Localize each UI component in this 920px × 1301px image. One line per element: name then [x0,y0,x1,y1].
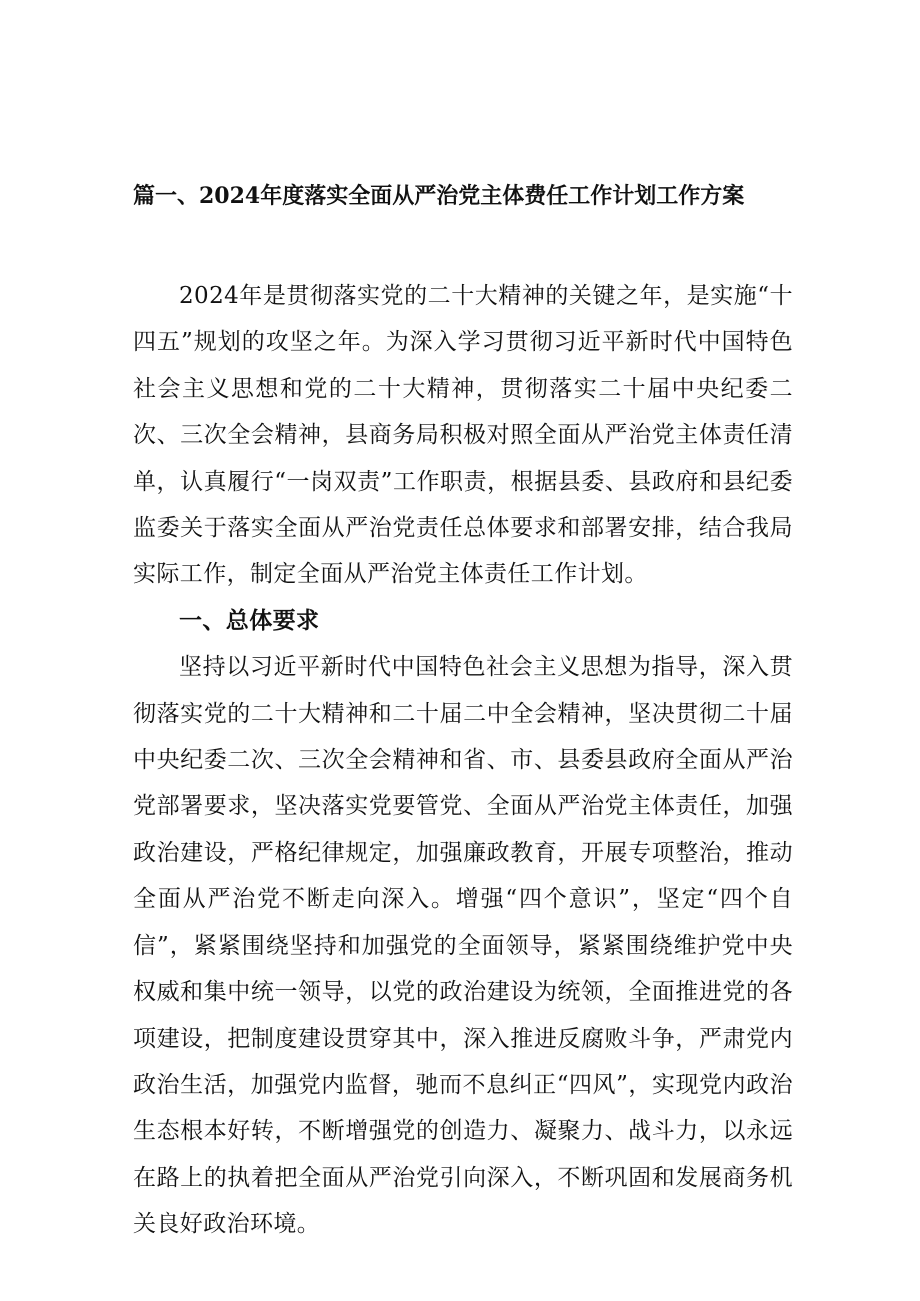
section-heading: 一、总体要求 [179,606,320,634]
section-paragraph: 坚持以习近平新时代中国特色社会主义思想为指导，深入贯彻落实党的二十大精神和二十届二中全会精神，坚决贯彻二十届中央纪委二次、三次全会精神和省、市、县委县政府全面从严治党部署要求，坚决落实党要管党、全面从严治党主体责任，加强政治建设，严格纪律规定，加强廉政教育，开展专项整治，推动全面从严治党不断走向深入。增强“四个意识”，坚定“四个自信”，紧紧围绕坚持和加强党的全面领导，紧紧围绕维护党中央权威和集中统一领导，以党的政治建设为统领，全面推进党的各项建设，把制度建设贯穿其中，深入推进反腐败斗争，严肃党内政治生活，加强党内监督，驰而不息纠正“四风”，实现党内政治生态根本好转，不断增强党的创造力、凝聚力、战斗力，以永远在路上的执着把全面从严治党引向深入，不断巩固和发展商务机关良好政治环境。 [133,654,793,1238]
intro-paragraph: 2024年是贯彻落实党的二十大精神的关键之年，是实施“十四五”规划的攻坚之年。为深入学习贯彻习近平新时代中国特色社会主义思想和党的二十大精神，贯彻落实二十届中央纪委二次、三次全会精神，县商务局积极对照全面从严治党主体责任清单，认真履行“一岗双责”工作职责，根据县委、县政府和县纪委监委关于落实全面从严治党责任总体要求和部署安排，结合我局实际工作，制定全面从严治党主体责任工作计划。 [133,283,793,588]
document-body [133,273,793,1248]
document-title: 篇一、2024年度落实全面从严治党主体费任工作计划工作方案 [133,183,745,209]
